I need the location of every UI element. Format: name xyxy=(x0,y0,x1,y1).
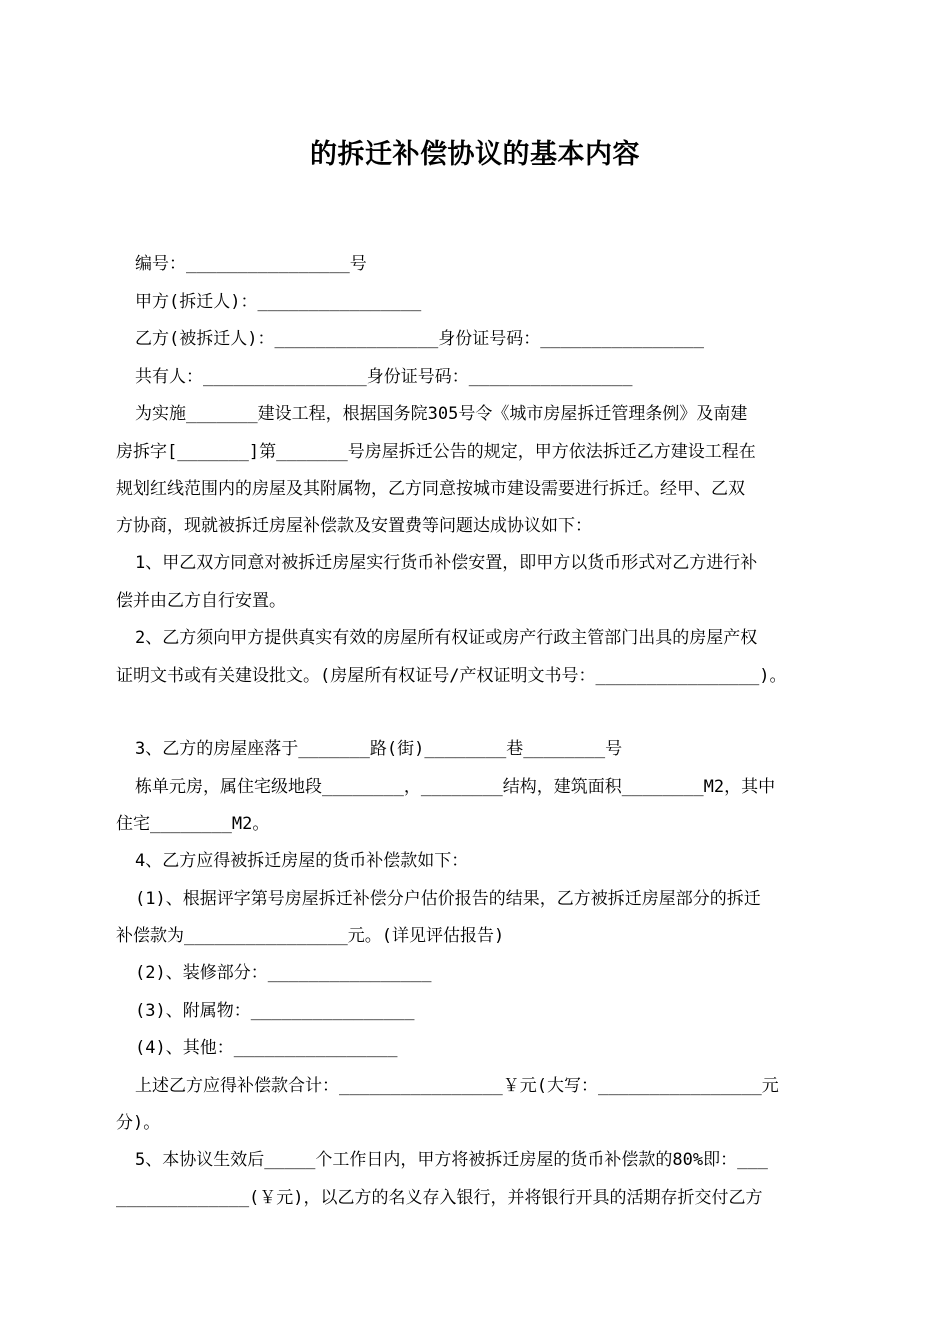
doc-line-clause5-b: _____________(￥元)，以乙方的名义存入银行，并将银行开具的活期存折交付乙方 xyxy=(116,1188,763,1208)
doc-line-item1-a: (1)、根据评字第号房屋拆迁补偿分户估价报告的结果，乙方被拆迁房屋部分的拆迁 xyxy=(135,889,761,909)
doc-line-clause4: 4、乙方应得被拆迁房屋的货币补偿款如下： xyxy=(135,851,469,871)
doc-line-total-b: 分)。 xyxy=(116,1113,161,1133)
doc-line-item4: (4)、其他：________________ xyxy=(135,1038,398,1058)
doc-line-preamble-3: 规划红线范围内的房屋及其附属物，乙方同意按城市建设需要进行拆迁。经甲、乙双 xyxy=(116,479,745,499)
doc-line-item3: (3)、附属物：________________ xyxy=(135,1001,415,1021)
doc-line-total-a: 上述乙方应得补偿款合计：________________￥元(大写：________________元 xyxy=(135,1076,779,1096)
doc-line-co-owner: 共有人：________________身份证号码：________________ xyxy=(135,367,633,387)
doc-line-clause2-b: 证明文书或有关建设批文。(房屋所有权证号/产权证明文书号：________________)。 xyxy=(116,666,787,686)
doc-line-item1-b: 补偿款为________________元。(详见评估报告) xyxy=(116,926,505,946)
doc-line-item2: (2)、装修部分：________________ xyxy=(135,963,432,983)
doc-line-clause3-b: 栋单元房，属住宅级地段________，________结构，建筑面积________M2，其中 xyxy=(135,777,776,797)
doc-line-party-b: 乙方(被拆迁人)：________________身份证号码：________________ xyxy=(135,329,704,349)
doc-line-clause5-a: 5、本协议生效后_____个工作日内，甲方将被拆迁房屋的货币补偿款的80%即：___ xyxy=(135,1150,768,1170)
doc-line-clause2-a: 2、乙方须向甲方提供真实有效的房屋所有权证或房产行政主管部门出具的房屋产权 xyxy=(135,628,758,648)
doc-line-preamble-1: 为实施_______建设工程，根据国务院305号令《城市房屋拆迁管理条例》及南建 xyxy=(135,404,748,424)
document-title: 的拆迁补偿协议的基本内容 xyxy=(310,139,640,170)
doc-line-clause3-c: 住宅________M2。 xyxy=(116,814,270,834)
doc-line-preamble-4: 方协商，现就被拆迁房屋补偿款及安置费等问题达成协议如下： xyxy=(116,516,592,536)
doc-line-party-a: 甲方(拆迁人)：________________ xyxy=(135,292,422,312)
doc-line-clause1-a: 1、甲乙双方同意对被拆迁房屋实行货币补偿安置，即甲方以货币形式对乙方进行补 xyxy=(135,553,758,573)
doc-line-preamble-2: 房拆字[_______]第_______号房屋拆迁公告的规定，甲方依法拆迁乙方建设工程在 xyxy=(116,442,756,462)
doc-line-clause1-b: 偿并由乙方自行安置。 xyxy=(116,591,286,611)
doc-line-clause3-a: 3、乙方的房屋座落于_______路(街)________巷________号 xyxy=(135,739,623,759)
doc-line-number: 编号：________________号 xyxy=(135,254,367,274)
